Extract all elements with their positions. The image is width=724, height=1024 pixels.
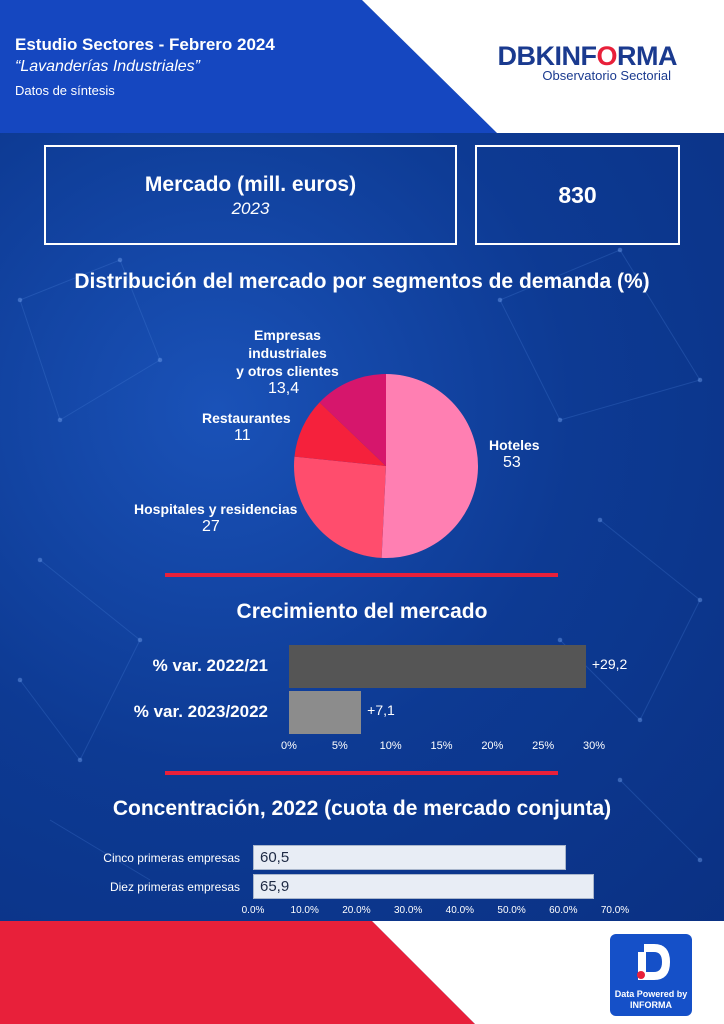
section-divider-2 — [165, 771, 558, 775]
kpi-year: 2023 — [231, 198, 270, 218]
badge-line2: INFORMA — [630, 1000, 672, 1010]
growth-chart-title: Crecimiento del mercado — [236, 600, 488, 623]
pie-value-empresas: 13,4 — [268, 380, 300, 397]
logo-dbk: DBK — [497, 41, 555, 71]
growth-tick-label: 5% — [331, 740, 348, 752]
kpi-value: 830 — [558, 181, 597, 208]
pie-slice-hoteles — [382, 374, 478, 558]
concentration-tick-label: 30.0% — [393, 905, 423, 916]
growth-tick-label: 20% — [481, 740, 504, 752]
pie-label-restaurantes-name: Restaurantes — [202, 410, 291, 426]
report-subtitle: “Lavanderías Industriales” — [15, 58, 200, 75]
concentration-tick-label: 20.0% — [342, 905, 371, 916]
pie-label-hospitales-name: Hospitales y residencias — [134, 501, 298, 517]
growth-tick-label: 25% — [532, 740, 555, 752]
logo-o: O — [596, 41, 617, 71]
concentration-tick-label: 0.0% — [241, 905, 265, 916]
growth-value-2: +7,1 — [367, 702, 395, 718]
concentration-tick-label: 40.0% — [445, 905, 475, 916]
pie-label-hoteles — [489, 436, 540, 472]
pie-chart-title: Distribución del mercado por segmentos de demanda (%) — [74, 270, 650, 293]
logo-subtitle: Observatorio Sectorial — [542, 68, 671, 83]
pie-label-empresas-line1: Empresas industriales — [248, 327, 327, 361]
concentration-chart-title: Concentración, 2022 (cuota de mercado conjunta) — [112, 797, 612, 820]
informa-d-icon — [610, 934, 692, 990]
pie-label-hospitales — [134, 500, 297, 536]
report-title: Estudio Sectores - Febrero 2024 — [15, 35, 275, 54]
pie-value-hospitales: 27 — [202, 518, 220, 535]
report-note: Datos de síntesis — [15, 83, 115, 98]
growth-bar-2023-2022 — [289, 691, 361, 734]
badge-line1: Data Powered by — [614, 989, 688, 999]
pie-label-empresas-line2: y otros clientes — [236, 363, 339, 379]
pie-value-hoteles: 53 — [503, 454, 521, 471]
pie-slice-hospitales — [294, 457, 386, 558]
section-divider-1 — [165, 573, 558, 577]
data-powered-badge — [610, 934, 692, 1016]
growth-category-2: % var. 2023/2022 — [133, 702, 268, 721]
concentration-category-2: Diez primeras empresas — [109, 880, 240, 894]
concentration-tick-label: 10.0% — [290, 905, 319, 916]
concentration-category-1: Cinco primeras empresas — [103, 851, 240, 865]
growth-tick-label: 15% — [430, 740, 453, 752]
logo-inf: INF — [554, 41, 597, 71]
growth-tick-label: 0% — [281, 740, 297, 752]
pie-label-restaurantes — [202, 409, 291, 445]
pie-value-restaurantes: 11 — [234, 427, 251, 444]
growth-category-1: % var. 2022/21 — [152, 656, 268, 675]
pie-label-empresas — [215, 326, 360, 398]
concentration-bar-cinco: 60,5 — [253, 845, 566, 870]
kpi-label: Mercado (mill. euros) — [144, 172, 357, 196]
growth-tick-label: 30% — [582, 740, 606, 752]
growth-tick-label: 10% — [379, 740, 402, 752]
growth-bar-2022-21 — [289, 645, 586, 688]
concentration-tick-label: 60.0% — [549, 905, 578, 916]
concentration-tick-label: 50.0% — [497, 905, 526, 916]
pie-label-hoteles-name: Hoteles — [489, 437, 540, 453]
concentration-bar-diez: 65,9 — [253, 874, 594, 899]
concentration-tick-label: 70.0% — [600, 905, 630, 916]
logo-rma: RMA — [617, 41, 677, 71]
growth-value-1: +29,2 — [591, 656, 628, 672]
